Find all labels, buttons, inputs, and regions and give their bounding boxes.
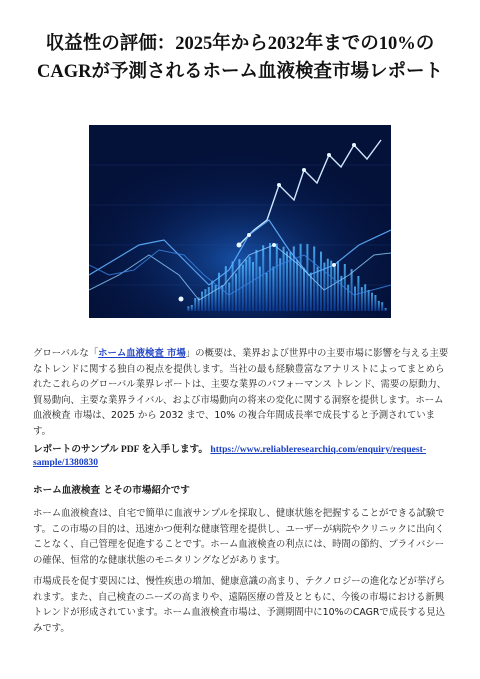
hero-bar [300, 244, 302, 311]
hero-bar [204, 289, 206, 311]
growth-text: 市場成長を促す要因には、慢性疾患の増加、健康意識の高まり、テクノロジーの進化などが挙げられます。また、自己検査のニーズの高まりや、遠隔医療の普及とともに、今後の市場における新興トレンドが形成されています。ホーム血液検査市場は、予測期間中に10%のCAGRで成長する見込みです。 [33, 576, 446, 634]
hero-bar [334, 267, 336, 311]
hero-bar [303, 268, 305, 311]
hero-bar [323, 263, 325, 311]
hero-bar [313, 247, 315, 312]
hero-bar [374, 295, 376, 311]
hero-bar [208, 287, 210, 311]
hero-bar [286, 251, 288, 311]
hero-chart-graphic [89, 125, 391, 318]
section-heading: ホーム血液検査 とその市場紹介です [33, 485, 190, 496]
hero-bar [191, 305, 193, 311]
hero-bar [364, 284, 366, 311]
hero-bar [347, 285, 349, 311]
hero-bar [320, 252, 322, 311]
hero-bar [215, 285, 217, 311]
hero-bar [262, 245, 264, 311]
hero-bar [228, 283, 230, 312]
hero-bar [255, 250, 257, 311]
hero-bar [187, 306, 189, 311]
hero-bar [279, 258, 281, 311]
page-title: 収益性の評価：2025年から2032年までの10%のCAGRが予測されるホーム血液検査市場レポート [37, 34, 443, 82]
hero-bar [249, 257, 251, 311]
sample-request [33, 443, 449, 469]
description-paragraph [33, 506, 449, 568]
hero-bar [235, 274, 237, 311]
hero-bar [272, 267, 274, 312]
hero-bar [252, 262, 254, 311]
hero-bar [340, 276, 342, 311]
hero-bar [266, 273, 268, 311]
hero-bar [276, 244, 278, 311]
hero-bar [368, 290, 370, 311]
hero-image [89, 125, 391, 318]
growth-paragraph [33, 574, 449, 636]
hero-bar [269, 243, 271, 311]
intro-paragraph [33, 346, 449, 440]
hero-bar [378, 301, 380, 311]
hero-bar [310, 273, 312, 311]
hero-bar [242, 265, 244, 311]
sample-label: レポートのサンプル PDF を入手します。 [33, 444, 208, 455]
intro-text-before: グローバルな「 [33, 348, 99, 359]
hero-bar [354, 287, 356, 312]
hero-bar [259, 267, 261, 311]
hero-bar [232, 262, 234, 312]
hero-bar [306, 244, 308, 311]
hero-bar [283, 247, 285, 311]
hero-bar [385, 308, 387, 311]
hero-bar [381, 302, 383, 311]
hero-bar [317, 267, 319, 311]
hero-bar [337, 261, 339, 311]
hero-bar [371, 293, 373, 311]
description-text: ホーム血液検査は、自宅で簡単に血液サンプルを採取し、健康状態を把握することができる試験です。この市場の目的は、迅速かつ便利な健康管理を提供し、ユーザーが病院やクリニックに出向くことなく、自己管理を促進することです。ホーム血液検査の利点には、時間の節約、プライバシーの確保、恒常的な健康状態のモニタリングなどがあります。 [33, 508, 445, 566]
hero-bar [351, 269, 353, 311]
hero-bar [194, 298, 196, 311]
intro-text-after: 」の概要は、業界および世界中の主要市場に影響を与える主要なトレンドに関する独自の視点を提供します。当社の最も経験豊富なアナリストによってまとめられたこれらのグローバル業界レポートは、主要な業界のパフォーマンス トレンド、需要の原動力、貿易動向、主要な業界ライバル、および市場動向の将来の変化に関する洞察を提供します。ホーム血液検査 市場は、2025 から 2032 まで、10% の複合年間成長率で成長すると予測されています。 [33, 348, 449, 437]
market-link[interactable]: ホーム血液検査 市場 [98, 348, 186, 359]
hero-bar [201, 292, 203, 311]
hero-bar [361, 287, 363, 311]
sample-link[interactable]: https://www.reliableresearchiq.com/enquiry/request-sample/1380830 [33, 444, 427, 468]
